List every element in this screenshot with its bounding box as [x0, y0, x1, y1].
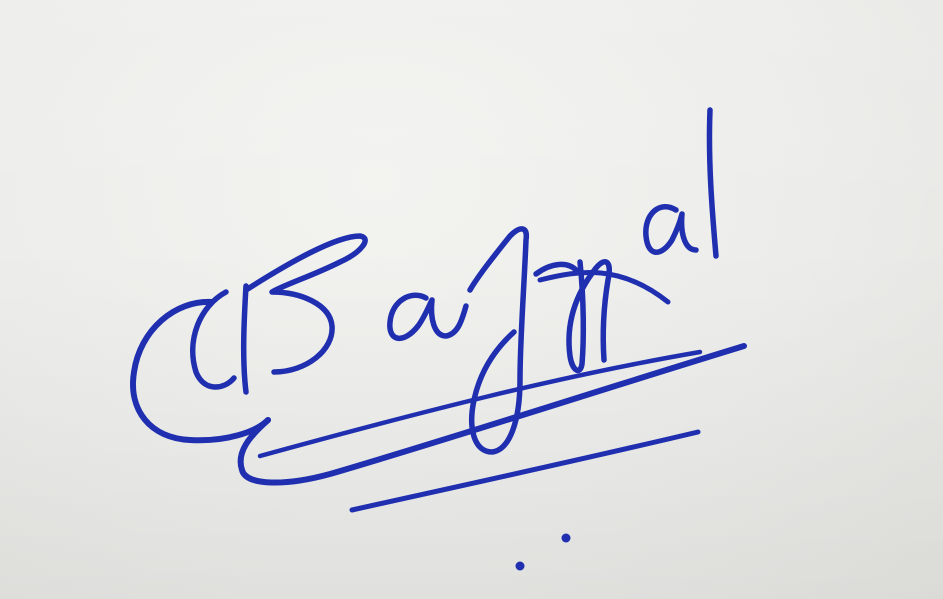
signature-underline-swoosh	[241, 346, 744, 483]
signature-initial-c	[193, 292, 234, 387]
signature-dot-2	[562, 534, 571, 543]
signature-letter-a2	[646, 207, 696, 253]
signature-underline-bottom	[352, 432, 698, 510]
signature-initial-b	[244, 236, 365, 392]
signature-letter-d	[709, 110, 716, 256]
signature-letter-a	[390, 295, 466, 338]
signature-dot-1	[516, 562, 525, 571]
signature-ink	[133, 110, 744, 571]
signature-underline-middle	[260, 352, 700, 456]
